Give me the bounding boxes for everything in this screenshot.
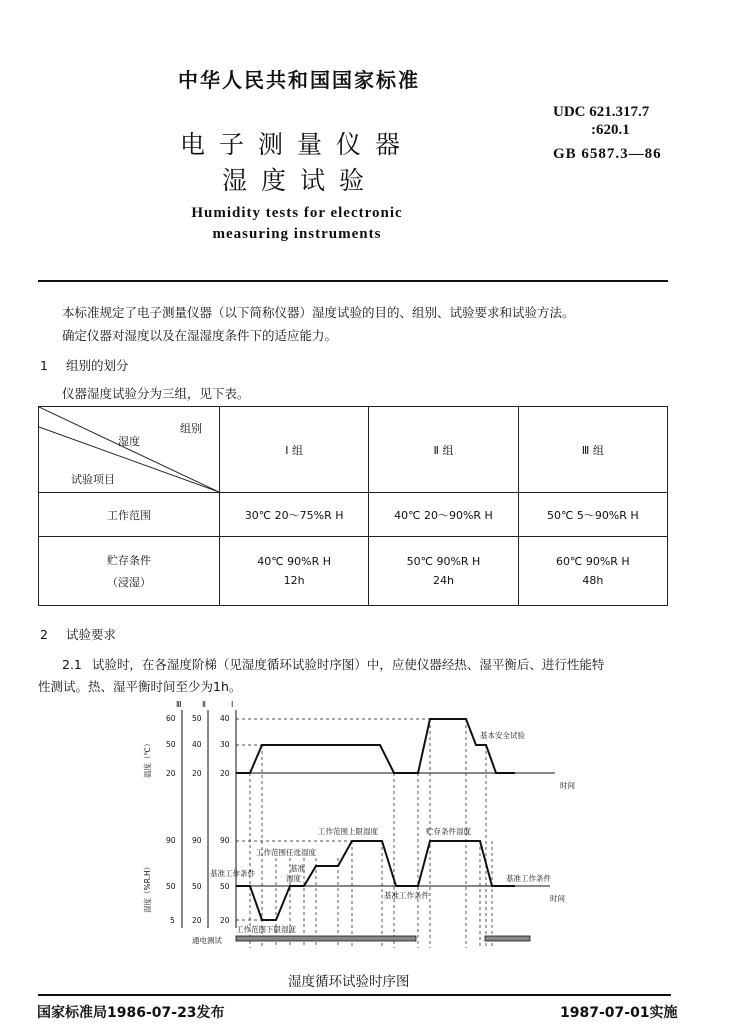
- section1-heading: [40, 356, 129, 374]
- storage-g3-time: 48h: [582, 574, 604, 587]
- time-label-top: 时间: [560, 781, 575, 790]
- section1-number: 1: [40, 358, 48, 373]
- issued-date: 国家标准局1986-07-23发布: [37, 1005, 225, 1021]
- effective-date: 1987-07-01实施: [560, 1005, 678, 1021]
- section2-title: 试验要求: [66, 627, 117, 642]
- storage-g1-time: 12h: [283, 574, 305, 587]
- power-test-label: 通电测试: [192, 936, 222, 945]
- corner-item-label: 试验项目: [71, 473, 115, 486]
- row-work-range-label: 工作范围: [39, 493, 220, 537]
- section2-number: 2: [40, 627, 48, 642]
- hum-tick-3-mid: 50: [166, 882, 176, 891]
- col-header-1: Ⅰ: [231, 700, 234, 709]
- work-range-g2: 40℃ 20～90%R H: [369, 493, 518, 537]
- temp-tick-1-low: 20: [220, 769, 230, 778]
- storage-g1: [220, 537, 369, 606]
- title-line1: 电子测量仪器: [180, 130, 415, 159]
- clause-2-1-line1: [62, 655, 604, 673]
- clause-2-1-number: 2.1: [62, 657, 82, 672]
- footer-rule: [38, 994, 671, 996]
- work-range-g3: 50℃ 5～90%R H: [518, 493, 667, 537]
- udc-code: [553, 103, 649, 139]
- temp-tick-2-mid: 40: [192, 740, 202, 749]
- english-title: [182, 203, 412, 245]
- work-upper-label: 工作范围上限湿度: [318, 827, 378, 836]
- udc-line1: UDC 621.317.7: [553, 104, 650, 120]
- group2-header: Ⅱ 组: [369, 407, 518, 493]
- hum-tick-1-low: 20: [220, 916, 230, 925]
- header-rule: [38, 280, 668, 282]
- group3-header: Ⅲ 组: [518, 407, 667, 493]
- work-lower-label: 工作范围下限湿度: [236, 925, 296, 934]
- udc-line2: :620.1: [591, 122, 630, 138]
- section1-title: 组别的划分: [66, 358, 129, 373]
- ref-hum-label-1: 基准: [290, 864, 305, 873]
- hum-axis-label: 湿度（%R.H）: [143, 862, 152, 913]
- time-label-bottom: 时间: [550, 894, 565, 903]
- storage-hum-label: 贮存条件湿度: [426, 827, 471, 836]
- section2-heading: [40, 625, 116, 643]
- storage-g3-cond: 60℃ 90%R H: [555, 555, 630, 568]
- ref-hum-label-2: 湿度: [286, 874, 301, 883]
- storage-g2-cond: 50℃ 90%R H: [406, 555, 481, 568]
- temp-tick-1-mid: 30: [220, 740, 230, 749]
- group-table: [38, 406, 668, 606]
- temp-tick-3-mid: 50: [166, 740, 176, 749]
- hum-tick-2-low: 20: [192, 916, 202, 925]
- ref-work-mid-label: 基准工作条件: [384, 891, 429, 900]
- national-standard-heading: 中华人民共和国国家标准: [178, 68, 420, 92]
- row-storage-label: [39, 537, 220, 606]
- group1-header: Ⅰ 组: [220, 407, 369, 493]
- hum-tick-3-low: 5: [170, 916, 175, 925]
- hum-tick-1-mid: 50: [220, 882, 230, 891]
- temp-tick-3-top: 60: [166, 714, 176, 723]
- storage-g1-cond: 40℃ 90%R H: [257, 555, 332, 568]
- storage-label-line1: 贮存条件: [107, 554, 151, 567]
- hum-tick-3-top: 90: [166, 836, 176, 845]
- temp-tick-3-low: 20: [166, 769, 176, 778]
- corner-humidity-label: 湿度: [118, 435, 140, 448]
- gb-number: GB 6587.3—86: [553, 146, 662, 162]
- clause-2-1-text1: 试验时，在各湿度阶梯（见湿度循环试验时序图）中，应使仪器经热、湿平衡后、进行性能特: [91, 657, 605, 672]
- hum-tick-2-mid: 50: [192, 882, 202, 891]
- diagram-caption: 湿度循环试验时序图: [288, 974, 410, 990]
- storage-g3: [518, 537, 667, 606]
- intro-line1: 本标准规定了电子测量仪器（以下简称仪器）湿度试验的目的、组别、试验要求和试验方法。: [62, 305, 575, 320]
- storage-g2-time: 24h: [433, 574, 454, 587]
- intro-line2: 确定仪器对湿度以及在湿湿度条件下的适应能力。: [62, 328, 338, 343]
- clause-2-1-line2: 性测试。热、湿平衡时间至少为1h。: [38, 679, 242, 694]
- temp-axis-label: 温度（℃）: [143, 739, 152, 778]
- basic-safety-label: 基本安全试验: [480, 731, 525, 740]
- section1-text: 仪器湿度试验分为三组，见下表。: [62, 386, 250, 401]
- ref-work-left-label: 基准工作条件: [210, 869, 255, 878]
- work-range-g1: 30℃ 20～75%R H: [220, 493, 369, 537]
- col-header-3: Ⅲ: [176, 700, 182, 709]
- english-title-line1: Humidity tests for electronic: [191, 205, 403, 221]
- humidity-cycle-diagram: [140, 698, 590, 963]
- temp-tick-1-top: 40: [220, 714, 230, 723]
- ref-work-right-label: 基准工作条件: [506, 874, 551, 883]
- storage-g2: [369, 537, 518, 606]
- table-corner-cell: [39, 407, 220, 493]
- temp-tick-2-low: 20: [192, 769, 202, 778]
- english-title-line2: measuring instruments: [212, 226, 382, 242]
- corner-group-label: 组别: [180, 422, 202, 435]
- hum-tick-2-top: 90: [192, 836, 202, 845]
- storage-label-line2: （浸湿）: [107, 576, 151, 589]
- hum-tick-1-top: 90: [220, 836, 230, 845]
- work-any-label: 工作范围任选湿度: [256, 848, 316, 857]
- col-header-2: Ⅱ: [202, 700, 206, 709]
- title-line2: 湿度试验: [222, 166, 379, 195]
- temp-tick-2-top: 50: [192, 714, 202, 723]
